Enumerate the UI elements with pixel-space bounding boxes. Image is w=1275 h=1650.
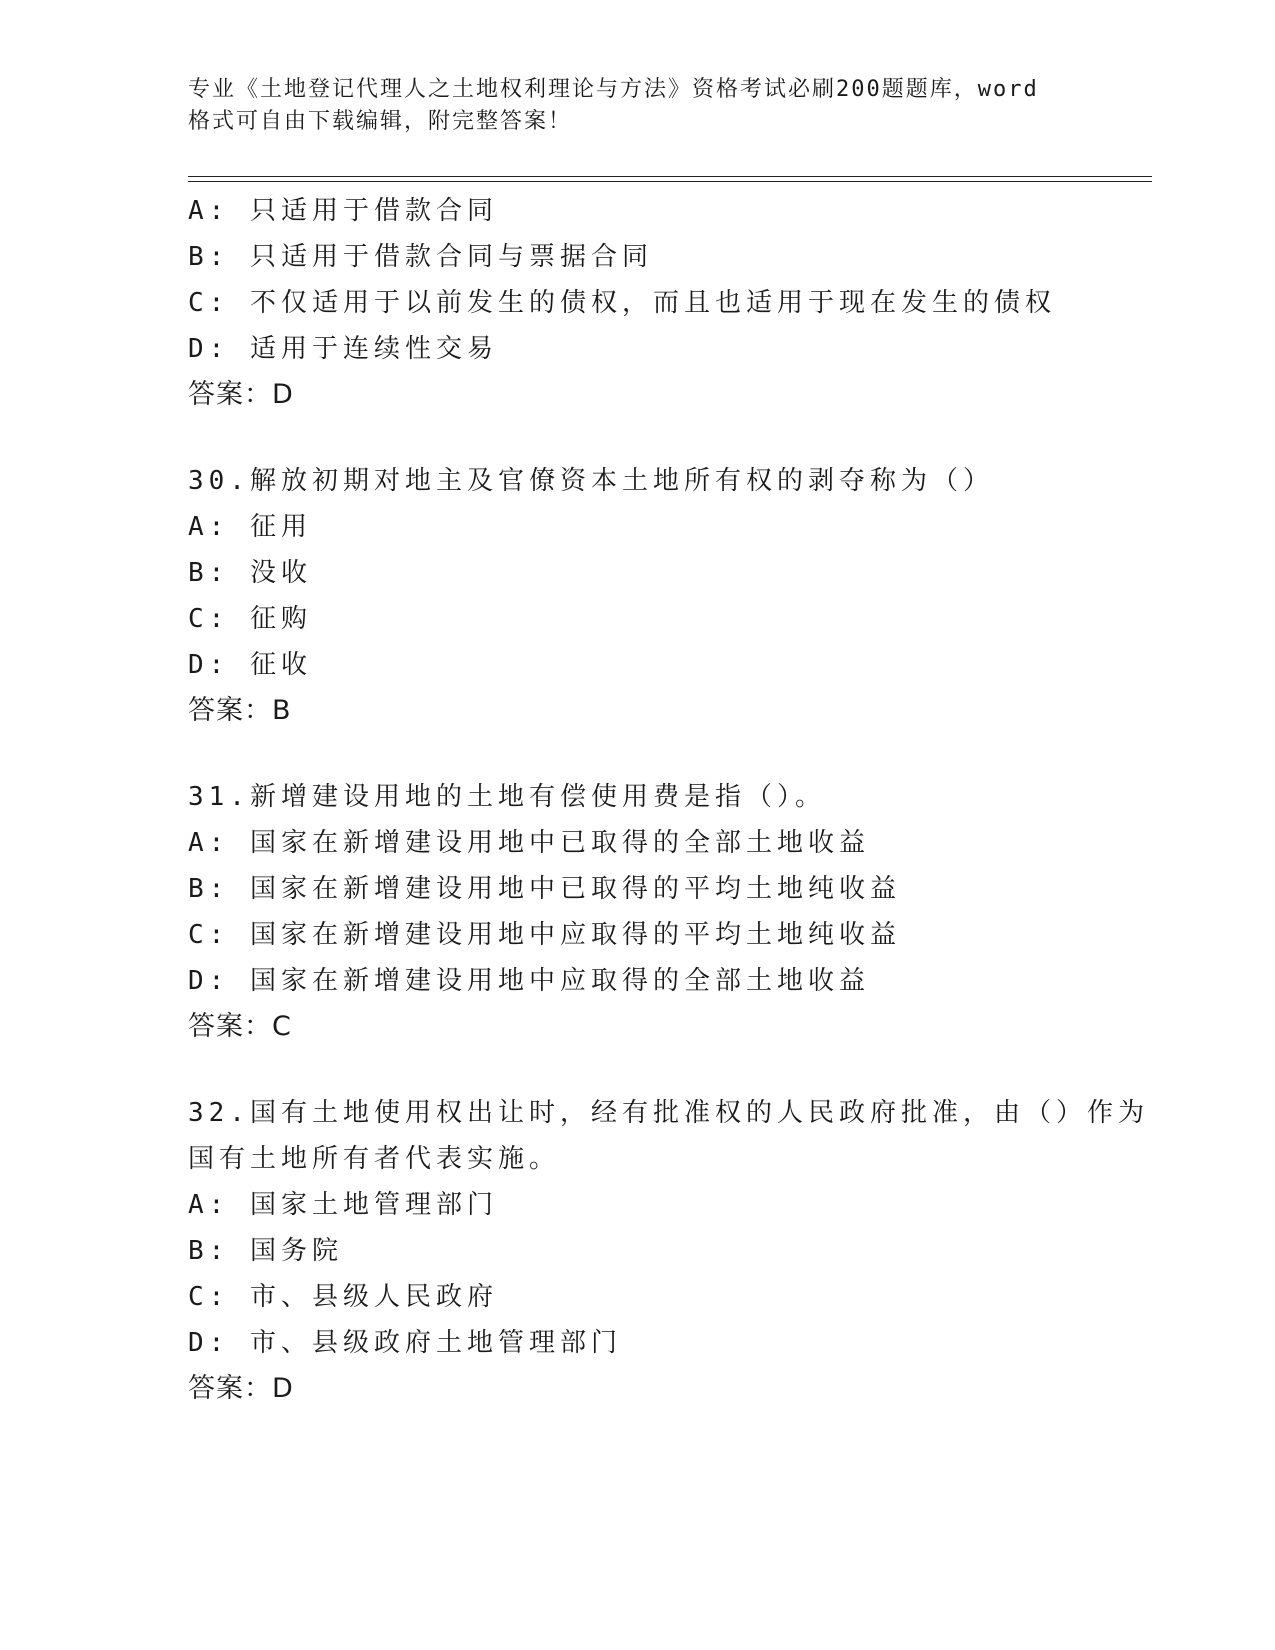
question-spacer [188, 418, 1128, 458]
option-d: D: 征收 [188, 650, 312, 680]
option-a: A: 国家土地管理部门 [188, 1190, 498, 1220]
header-divider-bottom [188, 181, 1152, 182]
option-a: A: 只适用于借款合同 [188, 196, 498, 226]
option-b: B: 只适用于借款合同与票据合同 [188, 242, 653, 272]
question-32 [188, 1090, 1149, 1412]
option-d: D: 市、县级政府土地管理部门 [188, 1328, 622, 1358]
document-header [188, 74, 1068, 138]
header-line-2: 格式可自由下载编辑，附完整答案！ [188, 109, 573, 134]
answer-line: 答案：D [188, 1373, 294, 1404]
question-30 [188, 458, 1128, 734]
answer-line: 答案：C [188, 1011, 292, 1042]
answer-line: 答案：D [188, 379, 294, 410]
question-stem-line-1: 32.国有土地使用权出让时，经有批准权的人民政府批准，由（）作为 [188, 1098, 1149, 1128]
question-list [188, 188, 1149, 1412]
question-stem: 31.新增建设用地的土地有偿使用费是指（）。 [188, 782, 826, 812]
question-31 [188, 774, 1128, 1050]
option-a: A: 征用 [188, 512, 312, 542]
option-a: A: 国家在新增建设用地中已取得的全部土地收益 [188, 828, 870, 858]
option-c: C: 国家在新增建设用地中应取得的平均土地纯收益 [188, 920, 901, 950]
question-29 [188, 188, 1128, 418]
option-d: D: 国家在新增建设用地中应取得的全部土地收益 [188, 966, 870, 996]
option-c: C: 征购 [188, 604, 312, 634]
header-line-1: 专业《土地登记代理人之土地权利理论与方法》资格考试必刷200题题库，word [188, 77, 1039, 102]
option-b: B: 国家在新增建设用地中已取得的平均土地纯收益 [188, 874, 901, 904]
answer-line: 答案：B [188, 695, 292, 726]
option-b: B: 没收 [188, 558, 312, 588]
question-stem-line-2: 国有土地所有者代表实施。 [188, 1144, 561, 1174]
option-c: C: 市、县级人民政府 [188, 1282, 498, 1312]
question-spacer [188, 734, 1128, 774]
question-spacer [188, 1050, 1128, 1090]
option-b: B: 国务院 [188, 1236, 343, 1266]
header-divider-top [188, 176, 1152, 177]
option-c: C: 不仅适用于以前发生的债权，而且也适用于现在发生的债权 [188, 288, 1056, 318]
option-d: D: 适用于连续性交易 [188, 334, 498, 364]
question-stem: 30.解放初期对地主及官僚资本土地所有权的剥夺称为（） [188, 466, 994, 496]
